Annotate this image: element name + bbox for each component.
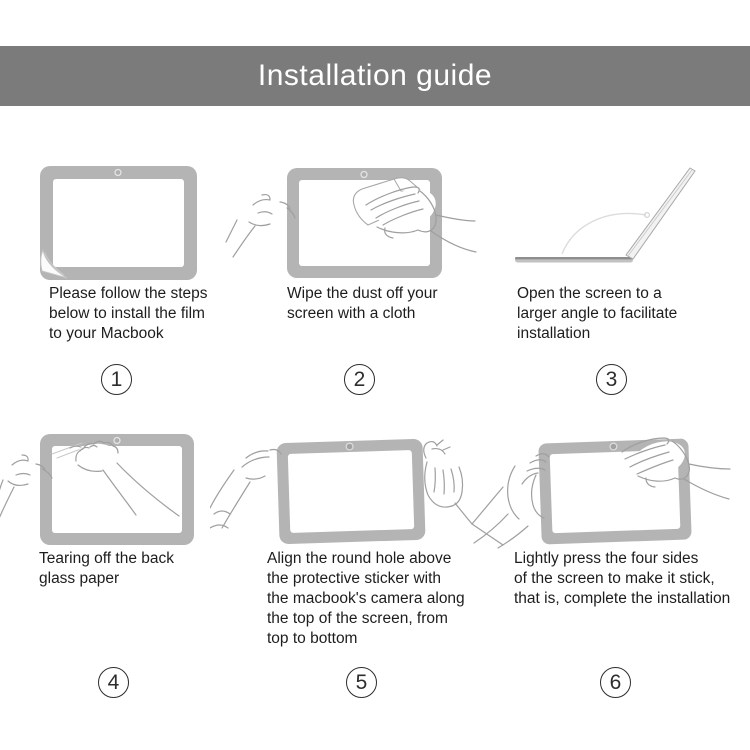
caption-line: top to bottom: [267, 630, 358, 647]
caption-line: Lightly press the four sides: [514, 550, 699, 567]
caption-line: the macbook's camera along: [267, 590, 465, 607]
hand-wiping-screen-illustration: [225, 158, 480, 290]
step-3-caption: [517, 284, 677, 344]
caption-line: Align the round hole above: [267, 550, 452, 567]
edge-holding-hand: [474, 454, 549, 548]
hands-aligning-film-illustration: [210, 428, 505, 550]
caption-line: larger angle to facilitate: [517, 305, 678, 322]
caption-line: Tearing off the back: [39, 550, 174, 567]
camera-dot-icon: [610, 443, 617, 450]
screen-with-peeling-film-illustration: [36, 162, 201, 284]
step-1-caption: [49, 284, 208, 344]
screen-frame: [276, 439, 425, 545]
camera-dot-icon: [114, 438, 120, 444]
caption-line: Open the screen to a: [517, 285, 662, 302]
step-5-number-badge: 5: [346, 667, 377, 698]
caption-line: of the screen to make it stick,: [514, 570, 715, 587]
step-4-number-badge: 4: [98, 667, 129, 698]
caption-line: screen with a cloth: [287, 305, 416, 322]
hands-pressing-screen-illustration: [470, 428, 750, 550]
page-title: Installation guide: [257, 59, 493, 92]
step-2-caption: [287, 284, 438, 324]
step-5-caption: [267, 549, 465, 649]
caption-line: the top of the screen, from: [267, 610, 448, 627]
camera-dot-icon: [115, 170, 121, 176]
camera-dot-icon: [361, 172, 367, 178]
step-3-number-badge: 3: [596, 364, 627, 395]
laptop-open-side-view-illustration: [505, 158, 720, 270]
caption-line: that is, complete the installation: [514, 590, 731, 607]
step-1-number-badge: 1: [101, 364, 132, 395]
step-6-caption: [514, 549, 730, 609]
caption-line: installation: [517, 325, 591, 342]
step-6-number-badge: 6: [600, 667, 631, 698]
caption-line: Wipe the dust off your: [287, 285, 438, 302]
header-bar: [0, 46, 750, 106]
caption-line: to your Macbook: [49, 325, 164, 342]
caption-line: Please follow the steps: [49, 285, 208, 302]
caption-line: below to install the film: [49, 305, 205, 322]
caption-line: the protective sticker with: [267, 570, 442, 587]
holding-hand: [226, 195, 295, 257]
step-4-caption: [39, 549, 174, 589]
left-pinching-hand: [210, 444, 281, 528]
caption-line: glass paper: [39, 570, 120, 587]
camera-dot-icon: [346, 443, 353, 450]
step-2-number-badge: 2: [344, 364, 375, 395]
